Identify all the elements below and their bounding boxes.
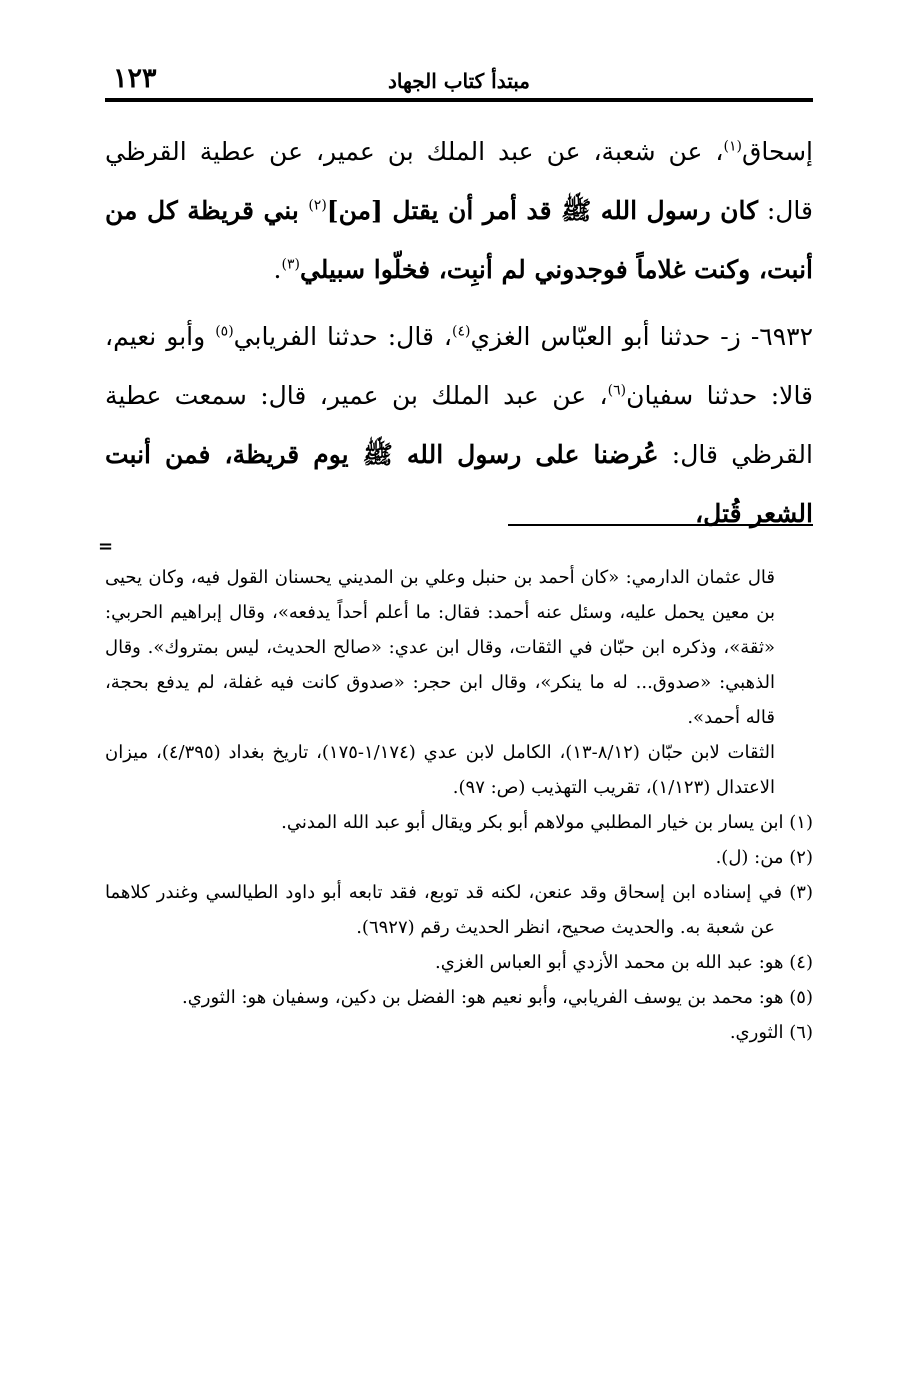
footnote-2: (٢) من: (ل). (715, 847, 813, 868)
footnote-1: (١) ابن يسار بن خيار المطلبي مولاهم أبو بكر ويقال أبو عبد الله المدني. (281, 812, 813, 833)
footnotes (105, 560, 813, 1050)
text-run: ، قال: حدثنا الفريابي (233, 322, 452, 351)
page-header (105, 62, 813, 102)
running-title: مبتدأ كتاب الجهاد (387, 69, 531, 93)
text-run: وأبو نعيم، قالا: حدثنا سفيان (105, 322, 814, 410)
footnote-continuation: الثقات لابن حبّان (٨/١٢-١٣)، الكامل لابن عدي (١/١٧٤-١٧٥)، تاريخ بغداد (٤/٣٩٥)، ميزان الاعتدال (١/١٢٣)، تقريب التهذيب (ص: ٩٧). (105, 742, 775, 798)
text-run: . (273, 255, 282, 284)
footnote-ref: (٥) (215, 323, 234, 340)
text-run: ، عن عبد الملك بن عمير، قال: سمعت عطية القرظي قال: (105, 381, 813, 469)
hadith-matn: بني قريظة كل من أنبت، وكنت غلاماً فوجدوني لم أنبِت، فخلّوا سبيلي (105, 196, 813, 284)
hadith-paragraph (105, 307, 813, 543)
footnote-ref: (٢) (308, 197, 327, 214)
footnote-separator (508, 524, 813, 526)
hadith-matn: كان رسول الله ﷺ قد أمر أن يقتل [من] (326, 196, 759, 225)
text-run: ٦٩٣٢- ز- حدثنا أبو العبّاس الغزي (470, 322, 813, 351)
page-number: ١٢٣ (113, 63, 157, 94)
footnote-ref: (٦) (607, 382, 627, 399)
footnote-4: (٤) هو: عبد الله بن محمد الأزدي أبو العباس الغزي. (435, 952, 813, 973)
footnote-ref: (٣) (281, 256, 300, 273)
text-run: ، عن شعبة، عن عبد الملك بن عمير، عن عطية القرظي قال: (105, 137, 813, 225)
footnote-ref: (١) (723, 138, 742, 155)
footnote-5: (٥) هو: محمد بن يوسف الفريابي، وأبو نعيم هو: الفضل بن دكين، وسفيان هو: الثوري. (182, 987, 813, 1008)
hadith-matn: عُرضنا على رسول الله ﷺ يوم قريظة، فمن أنبت الشعر قُتل، (105, 440, 813, 528)
continuation-mark: = (98, 536, 114, 557)
footnote-3: (٣) في إسناده ابن إسحاق وقد عنعن، لكنه قد توبع، فقد تابعه أبو داود الطيالسي وغندر كلاهما عن شعبة به. والحديث صحيح، انظر الحديث رقم (٦٩٢٧). (105, 882, 813, 938)
footnote-6: (٦) الثوري. (729, 1022, 813, 1043)
footnote-ref: (٤) (451, 323, 471, 340)
footnote-continuation: قال عثمان الدارمي: «كان أحمد بن حنبل وعلي بن المديني يحسنان القول فيه، وكان يحيى بن معين يحمل عليه، وسئل عنه أحمد: فقال: ما أعلم أحداً يدفعه»، وقال إبراهيم الحربي: «ثقة»، وذكره ابن حبّان في الثقات، وقال ابن عدي: «صالح الحديث، ليس بمتروك». وقال الذهبي: «صدوق... له ما ينكر»، وقال ابن حجر: «صدوق كانت فيه غفلة، لم يدفع بحجة، قاله أحمد». (105, 567, 775, 728)
hadith-paragraph (105, 122, 813, 299)
main-text (105, 122, 813, 551)
text-run: إسحاق (741, 137, 813, 166)
